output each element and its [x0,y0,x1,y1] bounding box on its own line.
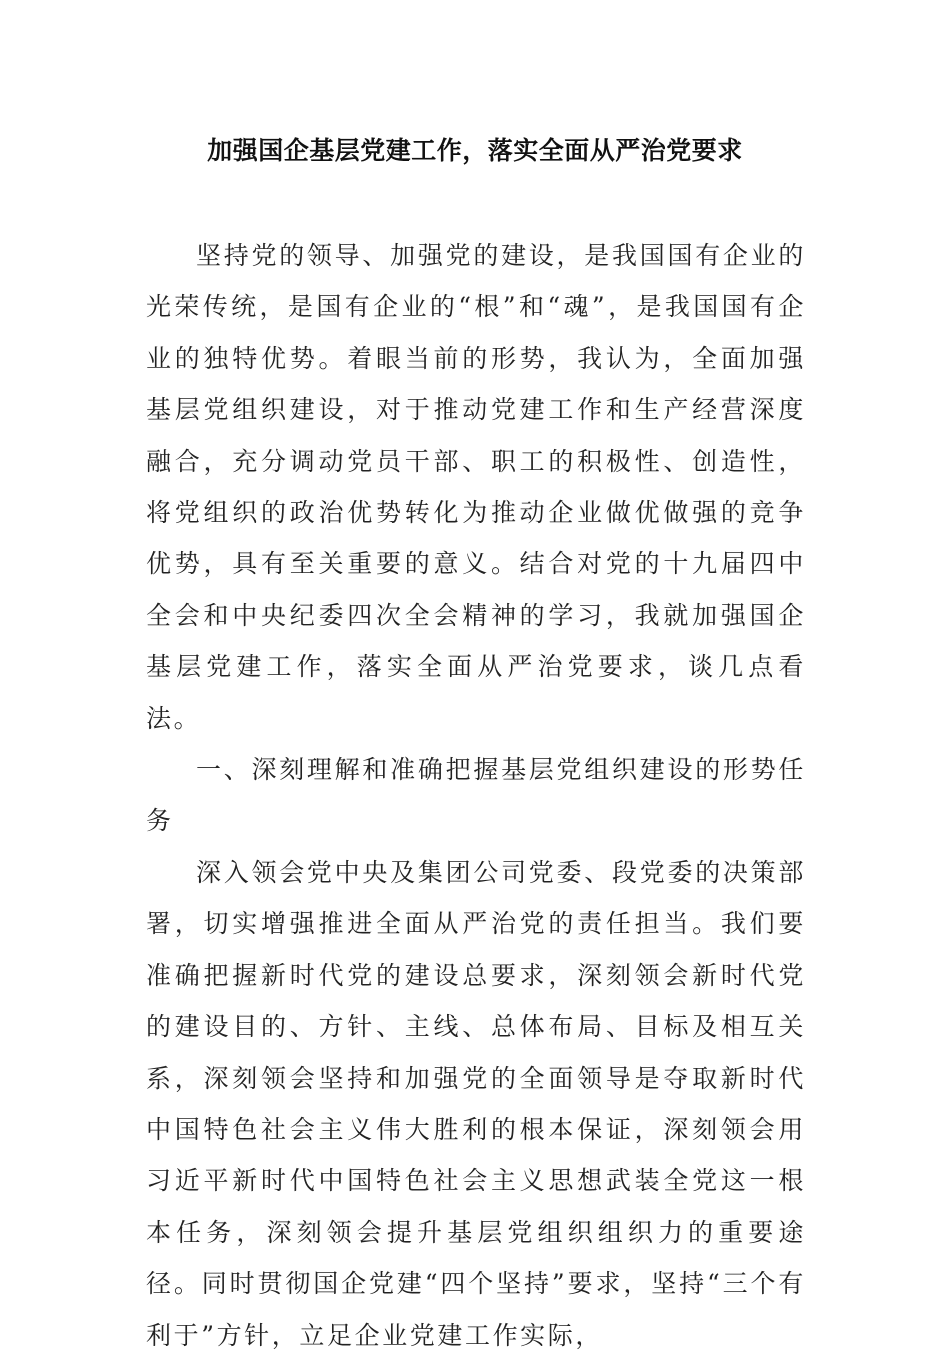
document-title: 加强国企基层党建工作，落实全面从严治党要求 [207,136,743,165]
section-heading: 一、深刻理解和准确把握基层党组织建设的形势任务 [146,755,806,836]
intro-paragraph: 坚持党的领导、加强党的建设，是我国国有企业的光荣传统，是国有企业的“根”和“魂”，是我国国有企业的独特优势。着眼当前的形势，我认为，全面加强基层党组织建设，对于推动党建工作和生产经营深度融合，充分调动党员干部、职工的积极性、创造性，将党组织的政治优势转化为推动企业做优做强的竞争优势，具有至关重要的意义。结合对党的十九届四中全会和中央纪委四次全会精神的学习，我就加强国企基层党建工作，落实全面从严治党要求，谈几点看法。 [146,241,806,733]
document-body [146,230,806,1361]
section-paragraph: 深入领会党中央及集团公司党委、段党委的决策部署，切实增强推进全面从严治党的责任担当。我们要准确把握新时代党的建设总要求，深刻领会新时代党的建设目的、方针、主线、总体布局、目标及相互关系，深刻领会坚持和加强党的全面领导是夺取新时代中国特色社会主义伟大胜利的根本保证，深刻领会用习近平新时代中国特色社会主义思想武装全党这一根本任务，深刻领会提升基层党组织组织力的重要途径。同时贯彻国企党建“四个坚持”要求，坚持“三个有利于”方针，立足企业党建工作实际， [146,857,806,1350]
